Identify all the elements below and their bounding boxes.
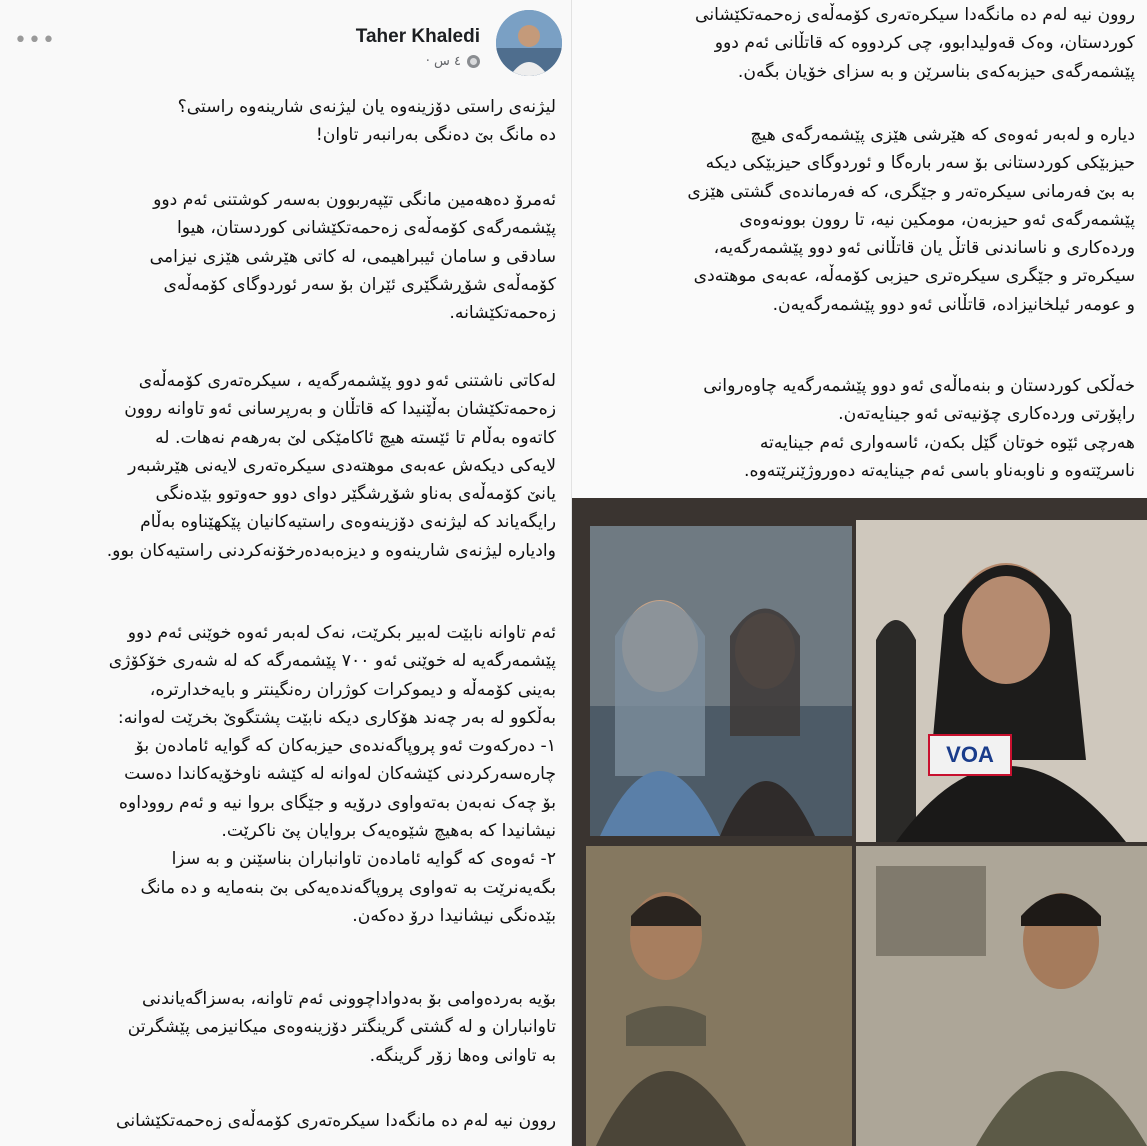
voa-logo-text: VOA <box>946 742 994 767</box>
post-paragraph: دیارە و لەبەر ئەوەی کە هێرشی هێزی پێشمەرگەی هیچ حیزبێکی کوردستانی بۆ سەر بارەگا و ئوردوگای حیزبێکی دیکە بە بێ فەرمانی سیکرەتەر و جێگری، کە فەرماندەی گشتی هێزی پێشمەرگەی ئەو حیزبەن، مومکین نیە، تا روون بوونەوەی وردەکاری و ناساندنی قاتڵ یان قاتڵانی ئەو دوو پێشمەرگەیە، سیکرەتر و جێگری سیکرەتری حیزبی کۆمەڵە، عەبەی موهتەدی و عومەر ئیلخانیزادە، قاتڵانی ئەو دوو پێشمەرگەیەن. <box>687 125 1135 315</box>
woman-interview <box>856 520 1147 842</box>
avatar[interactable] <box>496 10 562 76</box>
post-left-column <box>0 0 572 1146</box>
post-meta <box>426 54 480 69</box>
post-time[interactable]: ٤ س · <box>425 54 461 69</box>
post-paragraph: بۆیە بەردەوامی بۆ بەدواداچوونی ئەم تاوانە، بەسزاگەیاندنی تاوانباران و لە گشتی گرینگتر دۆزینەوەی میکانیزمی پێشگرتن بە تاوانی وەها زۆر گرینگە. <box>127 989 556 1066</box>
man-portrait-left <box>586 846 852 1146</box>
ellipsis-icon[interactable]: ••• <box>14 28 56 53</box>
post-paragraph: خەڵکی کوردستان و بنەماڵەی ئەو دوو پێشمەرگەیە چاوەروانی راپۆرتی وردەکاری چۆنیەتی ئەو جینایەتەن. هەرچی ئێوە خوتان گێل بکەن، ئاسەواری ئەم جینایەتە ناسرێتەوە و ناوبەناو باسی ئەم جینایەتە دەوروژێنرێتەوە. <box>703 376 1135 481</box>
man-portrait-right <box>856 846 1147 1146</box>
post-header <box>0 8 572 78</box>
post-paragraph: لەکاتی ناشتنی ئەو دوو پێشمەرگەیە ، سیکرەتەری کۆمەڵەی زەحمەتکێشان بەڵێنیدا کە قاتڵان و بەرپرسانی ئەو تاوانە روون کاتەوە بەڵام تا ئێستە هیچ ئاکامێکی لێ بەرهەم نەهات. لە لایەکی دیکەش عەبەی موهتەدی سیکرەتەری لایەنی هێرشبەر یانێ کۆمەڵەی بەناو شۆڕشگێر دوای دوو حەوتوو بێدەنگی رایگەیاند کە لیژنەی دۆزینەوەی راستیەکانیان پێکهێناوە بەڵام وادیارە لیژنەی شارینەوە و دیزەبەدەرخۆنەکردنی راستیەکان بوو. <box>106 371 556 561</box>
post-paragraph: ئەم تاوانە نابێت لەبیر بکرێت، نەک لەبەر ئەوە خوێنی ئەم دوو پێشمەرگەیە لە خوێنی ئەو ٧٠٠ پێشمەرگە کە لە شەری خۆکۆژی بەینی کۆمەڵە و دیموکرات کوژران رەنگینتر و بایەخدارترە، بەڵکوو لە بەر چەند هۆکاری دیکە نابێت پشتگوێ بخرێت لەوانە: ١- دەرکەوت ئەو پروپاگەندەی حیزبەکان کە گوایە ئامادەن بۆ چارەسەرکردنی کێشەکان لەوانە لە کێشە ناوخۆیەکاندا دەست بۆ چەک نەبەن بەتەواوی درۆیە و جێگای بروا نیە و ئەم رووداوە نیشانیدا کە بەهیچ شێوەیەک بروایان پێ ناکرێت. ٢- ئەوەی کە گوایە ئامادەن تاوانباران بناسێنن و بە سزا بگەیەنرێت بە تەواوی پروپاگەندەیەکی بێ بنەمایە و دە مانگ بێدەنگی نیشانیدا درۆ دەکەن. <box>108 623 556 926</box>
post-paragraph: ئەمرۆ دەهەمین مانگی تێپەربوون بەسەر کوشتنی ئەم دوو پێشمەرگەی کۆمەڵەی زەحمەتکێشانی کوردستان، هیوا سادقی و سامان ئیبراهیمی، لە کاتی هێرشی هێزی نیزامی کۆمەڵەی شۆڕشگێری ئێران بۆ سەر ئوردوگای کۆمەڵەی زەحمەتکێشانە. <box>149 190 556 324</box>
post-paragraph: روون نیە لەم دە مانگەدا سیکرەتەری کۆمەڵەی زەحمەتکێشانی کوردستان، وەک قەولیدابوو، چی کردووە کە قاتڵانی ئەم دوو پێشمەرگەی حیزبەکەی بناسرێن و بە سزای خۆیان بگەن. <box>695 5 1135 82</box>
voa-logo <box>928 734 1012 776</box>
woman-portrait <box>590 526 852 836</box>
globe-icon <box>467 55 480 68</box>
post-photo-collage[interactable] <box>572 498 1147 1146</box>
author-name[interactable]: Taher Khaledi <box>355 26 480 47</box>
post-heading: لیژنەی راستی دۆزینەوە یان لیژنەی شارینەوە راستی؟ دە مانگ بێ دەنگی بەرانبەر تاوان! <box>177 97 556 146</box>
post-paragraph: روون نیە لەم دە مانگەدا سیکرەتەری کۆمەڵەی زەحمەتکێشانی <box>116 1111 556 1131</box>
